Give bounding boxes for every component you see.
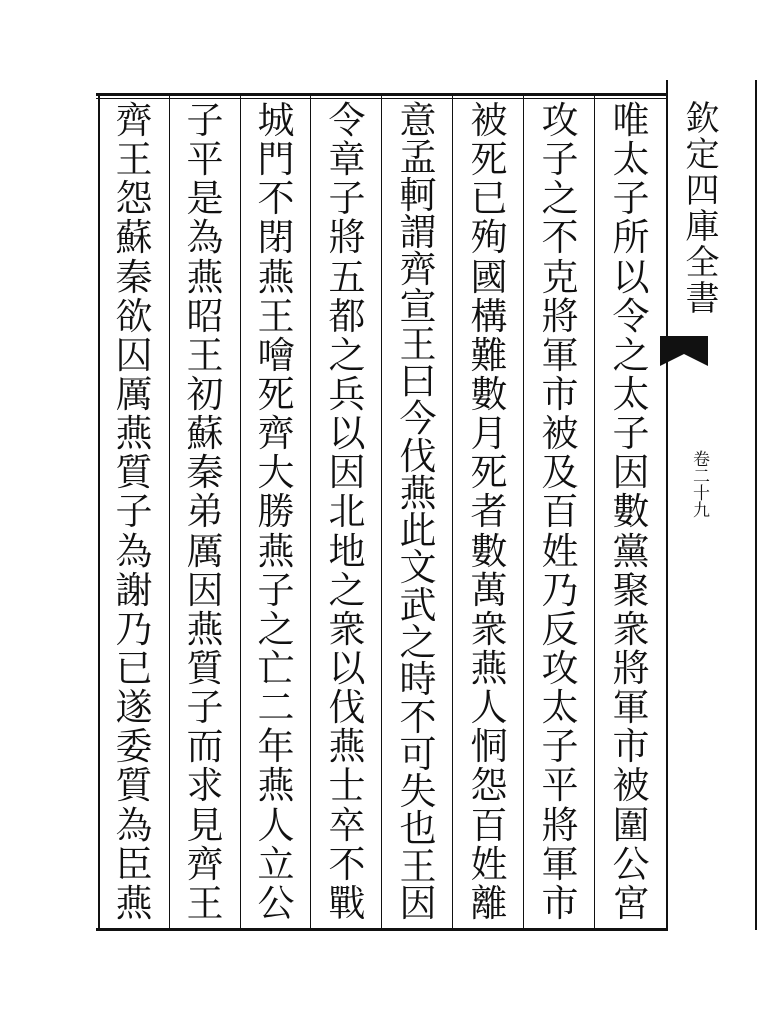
character: 難: [470, 333, 508, 377]
character: 見: [186, 803, 224, 847]
character: 孟: [399, 136, 437, 180]
character: 噲: [257, 333, 295, 377]
text-column-2: [536, 99, 584, 925]
character: 衆: [470, 607, 508, 651]
character: 者: [470, 490, 508, 534]
character: 子: [186, 99, 224, 142]
text-column-3: [465, 99, 513, 925]
character: 平: [186, 138, 224, 182]
character: 士: [328, 764, 366, 808]
character: 軍: [541, 333, 579, 377]
character: 之: [328, 568, 366, 612]
character: 王: [399, 844, 437, 888]
character: 太: [612, 138, 650, 182]
character: 將: [612, 646, 650, 690]
character: 姓: [541, 529, 579, 573]
character: 令: [328, 99, 366, 142]
character: 初: [186, 372, 224, 416]
column-divider: [452, 96, 453, 928]
column-divider: [240, 96, 241, 928]
character: 衆: [612, 607, 650, 651]
character: 昭: [186, 294, 224, 338]
bottom-border-rule: [96, 928, 668, 931]
character: 數: [470, 529, 508, 573]
character: 子: [328, 177, 366, 221]
left-border-rule: [98, 93, 100, 931]
character: 門: [257, 138, 295, 182]
column-divider: [169, 96, 170, 928]
character: 市: [541, 372, 579, 416]
character: 燕: [257, 764, 295, 808]
character: 不: [541, 216, 579, 260]
character: 可: [399, 732, 437, 776]
character: 已: [115, 646, 153, 690]
character: 太: [541, 686, 579, 730]
text-column-1: [607, 99, 655, 925]
character: 武: [399, 583, 437, 627]
character: 伐: [399, 434, 437, 478]
character: 五: [328, 255, 366, 299]
character: 謂: [399, 210, 437, 254]
character: 平: [541, 764, 579, 808]
character: 太: [612, 372, 650, 416]
character: 大: [257, 451, 295, 495]
character: 之: [328, 333, 366, 377]
text-column-6: [252, 99, 300, 925]
character: 立: [257, 842, 295, 886]
margin-volume-label: 卷二十九: [689, 450, 709, 518]
character: 欲: [115, 294, 153, 338]
character: 城: [257, 99, 295, 142]
character: 閉: [257, 216, 295, 260]
character: 時: [399, 658, 437, 702]
character: 死: [470, 138, 508, 182]
character: 此: [399, 509, 437, 553]
character: 被: [612, 764, 650, 808]
character: 為: [115, 529, 153, 573]
character: 所: [612, 216, 650, 260]
character: 子: [541, 138, 579, 182]
character: 是: [186, 177, 224, 221]
character: 姓: [470, 842, 508, 886]
character: 不: [257, 177, 295, 221]
character: 萬: [470, 568, 508, 612]
character: 燕: [470, 646, 508, 690]
character: 燕: [115, 412, 153, 456]
character: 攻: [541, 99, 579, 142]
character: 百: [541, 490, 579, 534]
character: 齊: [186, 842, 224, 886]
character: 已: [470, 177, 508, 221]
character: 王: [186, 881, 224, 925]
character: 委: [115, 725, 153, 769]
character: 殉: [470, 216, 508, 260]
character: 子: [612, 412, 650, 456]
character: 子: [257, 568, 295, 612]
character: 都: [328, 294, 366, 338]
character: 子: [612, 177, 650, 221]
character: 臣: [115, 842, 153, 886]
character: 失: [399, 770, 437, 814]
character: 百: [470, 803, 508, 847]
character: 厲: [115, 372, 153, 416]
character: 齊: [399, 248, 437, 292]
character: 因: [399, 881, 437, 925]
character: 質: [115, 764, 153, 808]
character: 也: [399, 807, 437, 851]
character: 王: [257, 294, 295, 338]
character: 子: [186, 686, 224, 730]
character: 二: [257, 686, 295, 730]
character: 攻: [541, 646, 579, 690]
character: 被: [541, 412, 579, 456]
character: 意: [399, 99, 437, 142]
column-divider: [381, 96, 382, 928]
character: 死: [257, 372, 295, 416]
character: 數: [470, 372, 508, 416]
character: 燕: [257, 255, 295, 299]
character: 兵: [328, 372, 366, 416]
character: 以: [328, 646, 366, 690]
character: 遂: [115, 686, 153, 730]
character: 蘇: [186, 412, 224, 456]
character: 伐: [328, 686, 366, 730]
character: 蘇: [115, 216, 153, 260]
text-column-4: [394, 99, 442, 925]
character: 文: [399, 546, 437, 590]
character: 離: [470, 881, 508, 925]
character: 人: [470, 686, 508, 730]
text-column-7: [181, 99, 229, 925]
character: 之: [399, 620, 437, 664]
character: 囚: [115, 333, 153, 377]
character: 王: [399, 322, 437, 366]
character: 秦: [186, 451, 224, 495]
character: 將: [541, 803, 579, 847]
column-divider: [594, 96, 595, 928]
character: 齊: [115, 99, 153, 142]
character: 亡: [257, 646, 295, 690]
character: 子: [115, 490, 153, 534]
character: 公: [257, 881, 295, 925]
character: 圍: [612, 803, 650, 847]
character: 被: [470, 99, 508, 142]
character: 因: [186, 568, 224, 612]
character: 之: [257, 607, 295, 651]
character: 以: [328, 412, 366, 456]
character: 宣: [399, 285, 437, 329]
character: 衆: [328, 607, 366, 651]
text-column-8: [110, 99, 158, 925]
character: 弟: [186, 490, 224, 534]
character: 戰: [328, 881, 366, 925]
character: 齊: [257, 412, 295, 456]
character: 市: [612, 725, 650, 769]
character: 燕: [186, 255, 224, 299]
margin-book-title: 欽定四庫全書: [679, 100, 719, 316]
character: 今: [399, 397, 437, 441]
character: 不: [399, 695, 437, 739]
character: 子: [541, 725, 579, 769]
character: 地: [328, 529, 366, 573]
character: 燕: [115, 881, 153, 925]
character: 軍: [541, 842, 579, 886]
character: 月: [470, 412, 508, 456]
character: 因: [612, 451, 650, 495]
character: 燕: [399, 471, 437, 515]
character: 謝: [115, 568, 153, 612]
character: 怨: [470, 764, 508, 808]
character: 及: [541, 451, 579, 495]
column-divider: [523, 96, 524, 928]
character: 怨: [115, 177, 153, 221]
character: 曰: [399, 359, 437, 403]
top-border-rule: [96, 93, 668, 96]
character: 反: [541, 607, 579, 651]
character: 卒: [328, 803, 366, 847]
character: 公: [612, 842, 650, 886]
character: 不: [328, 842, 366, 886]
character: 數: [612, 490, 650, 534]
character: 求: [186, 764, 224, 808]
character: 年: [257, 725, 295, 769]
character: 因: [328, 451, 366, 495]
character: 恫: [470, 725, 508, 769]
character: 燕: [257, 529, 295, 573]
character: 秦: [115, 255, 153, 299]
character: 將: [328, 216, 366, 260]
character: 以: [612, 255, 650, 299]
character: 王: [115, 138, 153, 182]
character: 市: [541, 881, 579, 925]
character: 乃: [115, 607, 153, 651]
character: 質: [115, 451, 153, 495]
character: 勝: [257, 490, 295, 534]
character: 構: [470, 294, 508, 338]
character: 黨: [612, 529, 650, 573]
character: 人: [257, 803, 295, 847]
character: 克: [541, 255, 579, 299]
column-divider: [310, 96, 311, 928]
character: 死: [470, 451, 508, 495]
character: 為: [186, 216, 224, 260]
character: 北: [328, 490, 366, 534]
character: 厲: [186, 529, 224, 573]
character: 乃: [541, 568, 579, 612]
character: 將: [541, 294, 579, 338]
character: 令: [612, 294, 650, 338]
character: 唯: [612, 99, 650, 142]
character: 之: [612, 333, 650, 377]
top-border-rule-inner: [96, 98, 668, 99]
character: 質: [186, 646, 224, 690]
character: 章: [328, 138, 366, 182]
character: 王: [186, 333, 224, 377]
character: 軻: [399, 173, 437, 217]
character: 宮: [612, 881, 650, 925]
text-column-5: [323, 99, 371, 925]
character: 軍: [612, 686, 650, 730]
character: 燕: [328, 725, 366, 769]
character: 而: [186, 725, 224, 769]
character: 之: [541, 177, 579, 221]
character: 聚: [612, 568, 650, 612]
character: 燕: [186, 607, 224, 651]
character: 國: [470, 255, 508, 299]
character: 為: [115, 803, 153, 847]
